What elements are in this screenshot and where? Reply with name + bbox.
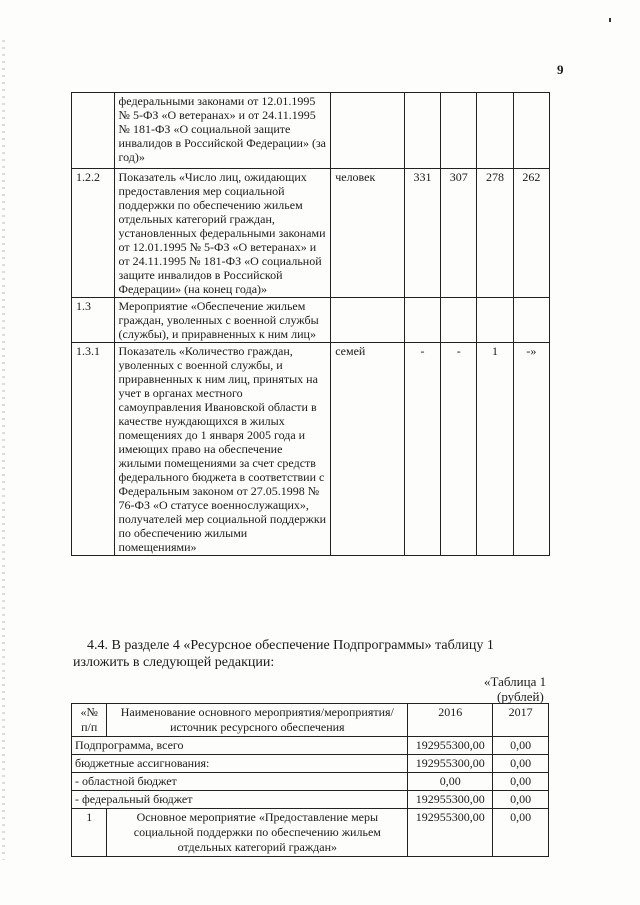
row-name: - федеральный бюджет bbox=[72, 791, 408, 809]
table-caption: «Таблица 1 bbox=[484, 674, 547, 689]
amendment-paragraph: 4.4. В разделе 4 «Ресурсное обеспечение Подпрограммы» таблицу 1 изложить в следующей редакции: bbox=[73, 638, 494, 670]
row-value-4: -» bbox=[513, 343, 549, 556]
row-number: 1.3.1 bbox=[72, 343, 115, 556]
indicators-table bbox=[71, 92, 550, 556]
row-value-2 bbox=[441, 298, 477, 343]
table-units: (рублей) bbox=[497, 689, 544, 704]
row-name: Подпрограмма, всего bbox=[72, 737, 408, 755]
page-number: 9 bbox=[557, 62, 564, 77]
row-name: - областной бюджет bbox=[72, 773, 408, 791]
row-unit: семей bbox=[331, 343, 405, 556]
scan-mark bbox=[609, 18, 611, 22]
row-name: Мероприятие «Обеспечение жильем граждан, уволенных с военной службы (службы), и приравненных к ним лиц» bbox=[114, 298, 331, 343]
table-row bbox=[72, 773, 549, 791]
row-unit bbox=[331, 298, 405, 343]
row-value-3 bbox=[477, 298, 513, 343]
row-value-2016: 192955300,00 bbox=[408, 737, 493, 755]
row-value-2017: 0,00 bbox=[493, 809, 549, 857]
row-value-4 bbox=[513, 93, 549, 169]
row-value-1: - bbox=[404, 343, 440, 556]
row-value-2017: 0,00 bbox=[493, 773, 549, 791]
table-row bbox=[72, 169, 550, 298]
row-name: Основное мероприятие «Предоставление меры социальной поддержки по обеспечению жильем отдельных категорий граждан» bbox=[107, 809, 408, 857]
table-row bbox=[72, 343, 550, 556]
row-value-3: 278 bbox=[477, 169, 513, 298]
row-value-1 bbox=[404, 93, 440, 169]
row-value-2017: 0,00 bbox=[493, 791, 549, 809]
row-value-3: 1 bbox=[477, 343, 513, 556]
table-row bbox=[72, 298, 550, 343]
row-value-2016: 192955300,00 bbox=[408, 791, 493, 809]
row-value-2 bbox=[441, 93, 477, 169]
table-row bbox=[72, 93, 550, 169]
header-name: Наименование основного мероприятия/мероприятия/источник ресурсного обеспечения bbox=[107, 704, 408, 737]
row-name: федеральными законами от 12.01.1995 № 5-ФЗ «О ветеранах» и от 24.11.1995 № 181-ФЗ «О социальной защите инвалидов в Российской Федерации» (за год)» bbox=[114, 93, 331, 169]
row-value-2: - bbox=[441, 343, 477, 556]
row-unit: человек bbox=[331, 169, 405, 298]
row-value-4 bbox=[513, 298, 549, 343]
row-unit bbox=[331, 93, 405, 169]
table-header-row bbox=[72, 704, 549, 737]
row-name: Показатель «Количество граждан, уволенных с военной службы, и приравненных к ним лиц, принятых на учет в органах местного самоуправления Ивановской области в качестве нуждающихся в жилых помещениях до 1 января 2005 года и имеющих право на обеспечение жилыми помещениями за счет средств федерального бюджета в соответствии с Федеральным законом от 27.05.1998 № 76-ФЗ «О статусе военнослужащих», получателей мер социальной поддержки по обеспечению жилыми помещениями» bbox=[114, 343, 331, 556]
table-row bbox=[72, 791, 549, 809]
header-number: «№ п/п bbox=[72, 704, 107, 737]
row-value-2017: 0,00 bbox=[493, 737, 549, 755]
row-value-2016: 192955300,00 bbox=[408, 809, 493, 857]
table-row bbox=[72, 755, 549, 773]
row-value-2016: 192955300,00 bbox=[408, 755, 493, 773]
row-number: 1.3 bbox=[72, 298, 115, 343]
row-number bbox=[72, 93, 115, 169]
row-number: 1 bbox=[72, 809, 107, 857]
table-row bbox=[72, 737, 549, 755]
resource-table bbox=[71, 703, 549, 857]
row-value-2: 307 bbox=[441, 169, 477, 298]
row-value-1: 331 bbox=[404, 169, 440, 298]
row-value-2016: 0,00 bbox=[408, 773, 493, 791]
row-number: 1.2.2 bbox=[72, 169, 115, 298]
table-row bbox=[72, 809, 549, 857]
row-value-2017: 0,00 bbox=[493, 755, 549, 773]
header-year-2017: 2017 bbox=[493, 704, 549, 737]
row-name: бюджетные ассигнования: bbox=[72, 755, 408, 773]
row-value-4: 262 bbox=[513, 169, 549, 298]
header-year-2016: 2016 bbox=[408, 704, 493, 737]
row-value-1 bbox=[404, 298, 440, 343]
scan-edge-marks bbox=[2, 40, 5, 860]
row-name: Показатель «Число лиц, ожидающих предоставления мер социальной поддержки по обеспечению жильем отдельных категорий граждан, установленных федеральными законами от 12.01.1995 № 5-ФЗ «О ветеранах» и от 24.11.1995 № 181-ФЗ «О социальной защите инвалидов в Российской Федерации» (на конец года)» bbox=[114, 169, 331, 298]
row-value-3 bbox=[477, 93, 513, 169]
